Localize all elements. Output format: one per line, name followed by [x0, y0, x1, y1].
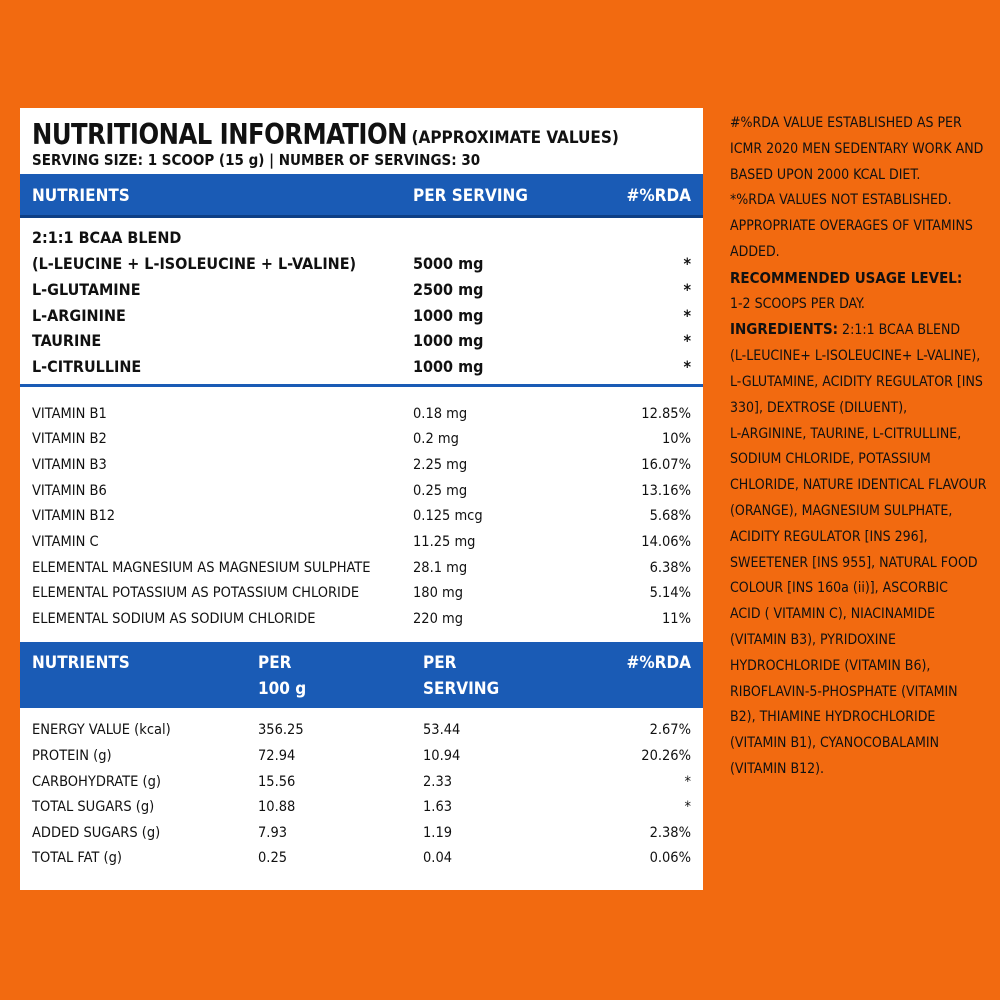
- energy-rda: *: [684, 774, 691, 790]
- ingredients-heading: INGREDIENTS:: [730, 320, 839, 339]
- rda-note-line: BASED UPON 2000 KCAL DIET.: [730, 166, 921, 183]
- ingredients-line: (VITAMIN B1), CYANOCOBALAMIN: [730, 735, 940, 752]
- ingredients-line: (L-LEUCINE+ L-ISOLEUCINE+ L-VALINE),: [730, 348, 981, 365]
- vitamin-name: ELEMENTAL SODIUM AS SODIUM CHLORIDE: [32, 611, 316, 627]
- nutrient-name: TAURINE: [32, 331, 102, 350]
- table-row: [32, 508, 691, 533]
- panel-title: NUTRITIONAL INFORMATION: [32, 118, 407, 152]
- energy-per100: 0.25: [258, 850, 288, 866]
- nutrient-value: 1000 mg: [413, 331, 484, 350]
- vitamin-rda: 13.16%: [641, 483, 691, 499]
- vitamin-name: ELEMENTAL MAGNESIUM AS MAGNESIUM SULPHATE: [32, 560, 371, 576]
- energy-per100: 7.93: [258, 825, 288, 841]
- ingredients-line: SWEETENER [INS 955], NATURAL FOOD: [730, 554, 978, 571]
- energy-perserv: 53.44: [423, 722, 461, 738]
- nutrient-rda: *: [683, 357, 691, 376]
- vitamin-name: VITAMIN C: [32, 534, 99, 550]
- list-item: [32, 306, 691, 331]
- energy-name: ENERGY VALUE (kcal): [32, 722, 171, 738]
- table-row: [32, 748, 691, 773]
- amino-section: [20, 218, 703, 387]
- vitamin-value: 28.1 mg: [413, 560, 468, 576]
- rda-note-line: #%RDA VALUE ESTABLISHED AS PER: [730, 115, 962, 131]
- serving-info: SERVING SIZE: 1 SCOOP (15 g) | NUMBER OF SERVINGS: 30: [32, 151, 481, 169]
- table-row: [32, 406, 691, 431]
- nutrient-name: L-GLUTAMINE: [32, 280, 141, 299]
- ingredients-text: 2:1:1 BCAA BLEND: [838, 322, 961, 339]
- table-row: [32, 534, 691, 559]
- energy-name: ADDED SUGARS (g): [32, 825, 161, 841]
- ingredients-line: [730, 317, 990, 344]
- table-row: [32, 825, 691, 850]
- nutrient-value: 5000 mg: [413, 254, 484, 273]
- vitamin-value: 0.25 mg: [413, 483, 468, 499]
- table-row: [32, 722, 691, 747]
- header-nutrients: NUTRIENTS: [32, 186, 130, 206]
- energy-name: TOTAL FAT (g): [32, 850, 122, 866]
- table-row: [32, 850, 691, 875]
- vitamin-rda: 5.68%: [649, 508, 691, 524]
- header-per-serving: PER SERVING: [413, 186, 528, 206]
- ingredients-line: COLOUR [INS 160a (ii)], ASCORBIC: [730, 580, 948, 597]
- energy-perserv: 1.19: [423, 825, 453, 841]
- header-perserv-line2: SERVING: [423, 679, 500, 699]
- table-row: [32, 774, 691, 799]
- blend-label: 2:1:1 BCAA BLEND: [32, 228, 182, 247]
- energy-per100: 15.56: [258, 774, 296, 790]
- vitamin-rda: 6.38%: [649, 560, 691, 576]
- vitamin-value: 0.18 mg: [413, 406, 468, 422]
- vitamin-value: 11.25 mg: [413, 534, 476, 550]
- ingredients-line: L-ARGININE, TAURINE, L-CITRULLINE,: [730, 425, 962, 442]
- vitamin-name: VITAMIN B1: [32, 406, 107, 422]
- header-per100-line1: PER: [258, 653, 292, 673]
- vitamin-value: 2.25 mg: [413, 457, 468, 473]
- ingredients-line: (ORANGE), MAGNESIUM SULPHATE,: [730, 502, 953, 519]
- usage-text: 1-2 SCOOPS PER DAY.: [730, 295, 865, 312]
- panel-title-note: (APPROXIMATE VALUES): [411, 128, 619, 148]
- ingredients-line: (VITAMIN B12).: [730, 760, 825, 777]
- ingredients-line: B2), THIAMINE HYDROCHLORIDE: [730, 709, 936, 726]
- vitamin-value: 0.2 mg: [413, 431, 459, 447]
- nutrition-panel: [20, 108, 703, 890]
- table-row: [32, 799, 691, 824]
- ingredients-line: 330], DEXTROSE (DILUENT),: [730, 399, 908, 416]
- header-per100-line2: 100 g: [258, 679, 307, 699]
- vitamin-rda: 10%: [662, 431, 691, 447]
- list-item: [32, 331, 691, 356]
- vitamin-value: 180 mg: [413, 585, 464, 601]
- usage-heading: RECOMMENDED USAGE LEVEL:: [730, 268, 963, 287]
- vitamin-value: 0.125 mcg: [413, 508, 483, 524]
- list-item: [32, 254, 691, 279]
- vitamin-rda: 12.85%: [641, 406, 691, 422]
- nutrient-rda: *: [683, 306, 691, 325]
- vitamin-name: VITAMIN B6: [32, 483, 107, 499]
- nutrient-name: L-CITRULLINE: [32, 357, 142, 376]
- vitamin-value: 220 mg: [413, 611, 464, 627]
- energy-perserv: 2.33: [423, 774, 453, 790]
- vitamin-name: VITAMIN B3: [32, 457, 107, 473]
- energy-perserv: 0.04: [423, 850, 453, 866]
- ingredients-line: (VITAMIN B3), PYRIDOXINE: [730, 631, 896, 648]
- energy-name: PROTEIN (g): [32, 748, 112, 764]
- list-item: [32, 280, 691, 305]
- rda-note-line: ICMR 2020 MEN SEDENTARY WORK AND: [730, 140, 984, 157]
- table-row: [32, 483, 691, 508]
- nutrient-rda: *: [683, 331, 691, 350]
- list-item: [32, 357, 691, 382]
- table-row: [32, 611, 691, 636]
- ingredients-line: RIBOFLAVIN-5-PHOSPHATE (VITAMIN: [730, 683, 958, 700]
- table-row: [32, 585, 691, 610]
- energy-header: [20, 642, 703, 708]
- vitamin-rda: 16.07%: [641, 457, 691, 473]
- nutrient-value: 1000 mg: [413, 306, 484, 325]
- energy-name: TOTAL SUGARS (g): [32, 799, 155, 815]
- energy-per100: 10.88: [258, 799, 296, 815]
- header-rda: #%RDA: [626, 186, 691, 206]
- rda-note-line: *%RDA VALUES NOT ESTABLISHED.: [730, 192, 952, 209]
- energy-rda: 2.38%: [649, 825, 691, 841]
- energy-section: [20, 708, 703, 868]
- vitamin-name: ELEMENTAL POTASSIUM AS POTASSIUM CHLORIDE: [32, 585, 360, 601]
- nutrient-value: 1000 mg: [413, 357, 484, 376]
- vitamin-name: VITAMIN B2: [32, 431, 107, 447]
- ingredients-line: ACIDITY REGULATOR [INS 296],: [730, 528, 928, 545]
- energy-perserv: 10.94: [423, 748, 461, 764]
- energy-rda: 0.06%: [649, 850, 691, 866]
- energy-name: CARBOHYDRATE (g): [32, 774, 161, 790]
- table-row: [32, 457, 691, 482]
- vitamin-rda: 14.06%: [641, 534, 691, 550]
- energy-rda: *: [684, 799, 691, 815]
- rda-note-line: APPROPRIATE OVERAGES OF VITAMINS: [730, 218, 973, 235]
- vitamin-section: [20, 387, 703, 642]
- table-row: [32, 560, 691, 585]
- energy-rda: 2.67%: [649, 722, 691, 738]
- list-item: [32, 228, 691, 253]
- rda-note-line: ADDED.: [730, 243, 780, 260]
- energy-per100: 356.25: [258, 722, 304, 738]
- energy-perserv: 1.63: [423, 799, 453, 815]
- title-block: [20, 108, 703, 174]
- header-rda-2: #%RDA: [626, 653, 691, 673]
- header-nutrients-2: NUTRIENTS: [32, 653, 130, 673]
- ingredients-line: ACID ( VITAMIN C), NIACINAMIDE: [730, 606, 936, 623]
- ingredients-line: CHLORIDE, NATURE IDENTICAL FLAVOUR: [730, 477, 987, 494]
- energy-rda: 20.26%: [641, 748, 691, 764]
- vitamin-name: VITAMIN B12: [32, 508, 116, 524]
- vitamin-rda: 5.14%: [649, 585, 691, 601]
- nutrient-rda: *: [683, 280, 691, 299]
- table-row: [32, 431, 691, 456]
- energy-per100: 72.94: [258, 748, 296, 764]
- ingredients-line: HYDROCHLORIDE (VITAMIN B6),: [730, 657, 931, 674]
- nutrient-rda: *: [683, 254, 691, 273]
- nutrient-value: 2500 mg: [413, 280, 484, 299]
- nutrient-name: (L-LEUCINE + L-ISOLEUCINE + L-VALINE): [32, 254, 357, 273]
- ingredients-line: SODIUM CHLORIDE, POTASSIUM: [730, 451, 931, 468]
- nutrient-name: L-ARGININE: [32, 306, 126, 325]
- ingredients-line: L-GLUTAMINE, ACIDITY REGULATOR [INS: [730, 373, 983, 390]
- header-perserv-line1: PER: [423, 653, 457, 673]
- nutrients-header: [20, 174, 703, 218]
- notes-column: [730, 111, 990, 783]
- vitamin-rda: 11%: [662, 611, 691, 627]
